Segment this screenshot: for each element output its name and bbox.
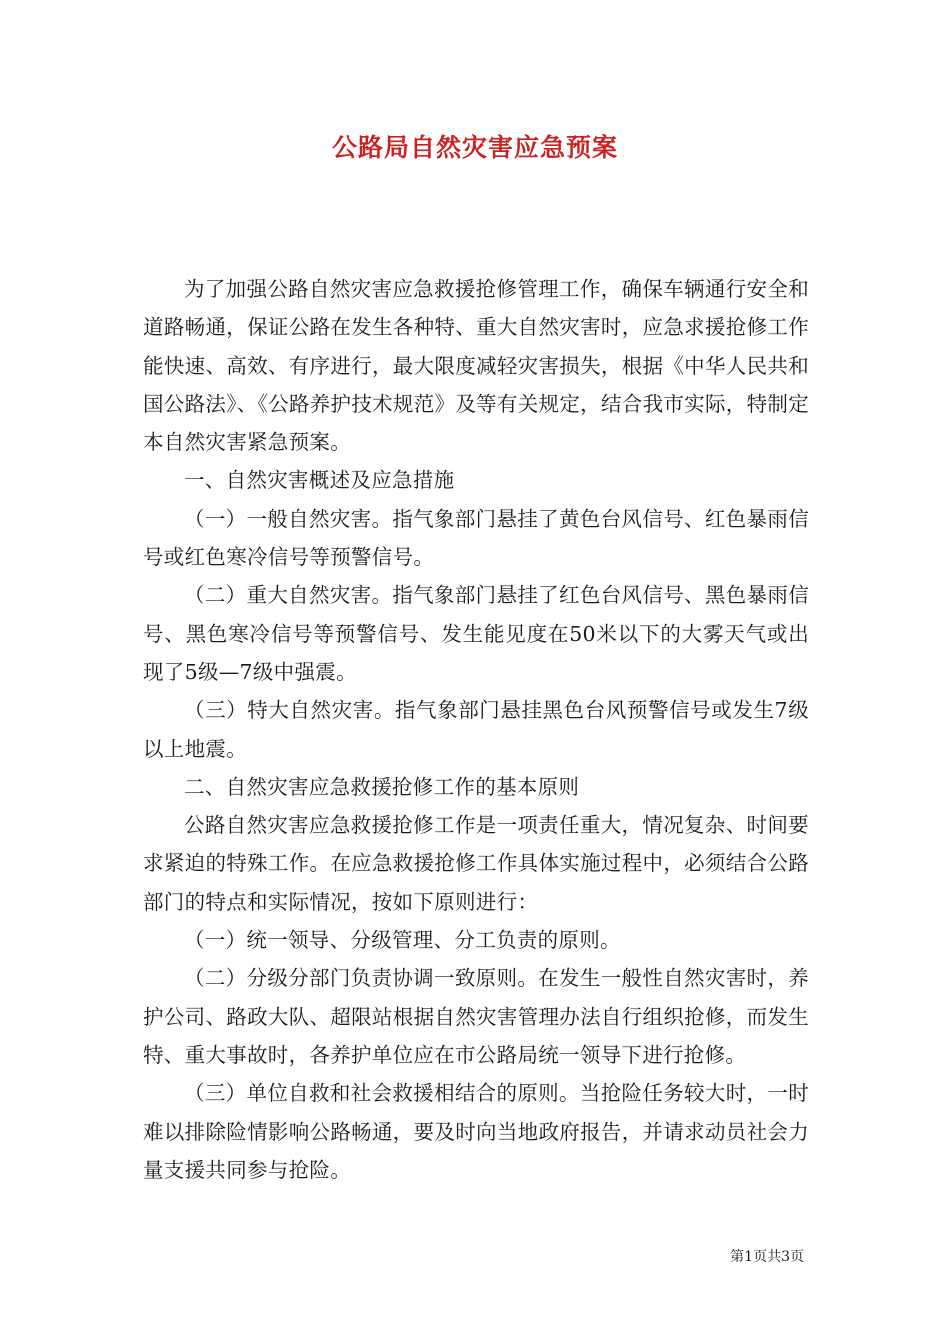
paragraph-general-disaster: （一）一般自然灾害。指气象部门悬挂了黄色台风信号、红色暴雨信号或红色寒冷信号等预警信号。 — [143, 506, 809, 570]
paragraph-principle-3: （三）单位自救和社会救援相结合的原则。当抢险任务较大时，一时难以排除险情影响公路畅通，要及时向当地政府报告，并请求动员社会力量支援共同参与抢险。 — [143, 1081, 809, 1182]
paragraph-extreme-disaster: （三）特大自然灾害。指气象部门悬挂黑色台风预警信号或发生7级以上地震。 — [143, 698, 809, 761]
section-heading-2: 二、自然灾害应急救援抢修工作的基本原则 — [184, 774, 580, 799]
intro-paragraph: 为了加强公路自然灾害应急救援抢修管理工作，确保车辆通行安全和道路畅通，保证公路在发生各种特、重大自然灾害时，应急求援抢修工作能快速、高效、有序进行，最大限度减轻灾害损失，根据《中华人民共和国公路法》、《公路养护技术规范》及等有关规定，结合我市实际，特制定本自然灾害紧急预案。 — [143, 277, 809, 455]
paragraph-major-disaster: （二）重大自然灾害。指气象部门悬挂了红色台风信号、黑色暴雨信号、黑色寒冷信号等预警信号、发生能见度在50米以下的大雾天气或出现了5级—7级中强震。 — [143, 583, 809, 684]
paragraph-principles-intro: 公路自然灾害应急救援抢修工作是一项责任重大，情况复杂、时间要求紧迫的特殊工作。在应急救援抢修工作具体实施过程中，必须结合公路部门的特点和实际情况，按如下原则进行： — [143, 813, 809, 914]
section-heading-1: 一、自然灾害概述及应急措施 — [184, 468, 455, 493]
document-title: 公路局自然灾害应急预案 — [331, 133, 618, 162]
document-body — [143, 270, 809, 1189]
paragraph-principle-1: （一）统一领导、分级管理、分工负责的原则。 — [184, 928, 621, 953]
page-number: 第1页共3页 — [730, 1249, 804, 1265]
paragraph-principle-2: （二）分级分部门负责协调一致原则。在发生一般性自然灾害时，养护公司、路政大队、超限站根据自然灾害管理办法自行组织抢修，而发生特、重大事故时，各养护单位应在市公路局统一领导下进行抢修。 — [143, 966, 809, 1067]
